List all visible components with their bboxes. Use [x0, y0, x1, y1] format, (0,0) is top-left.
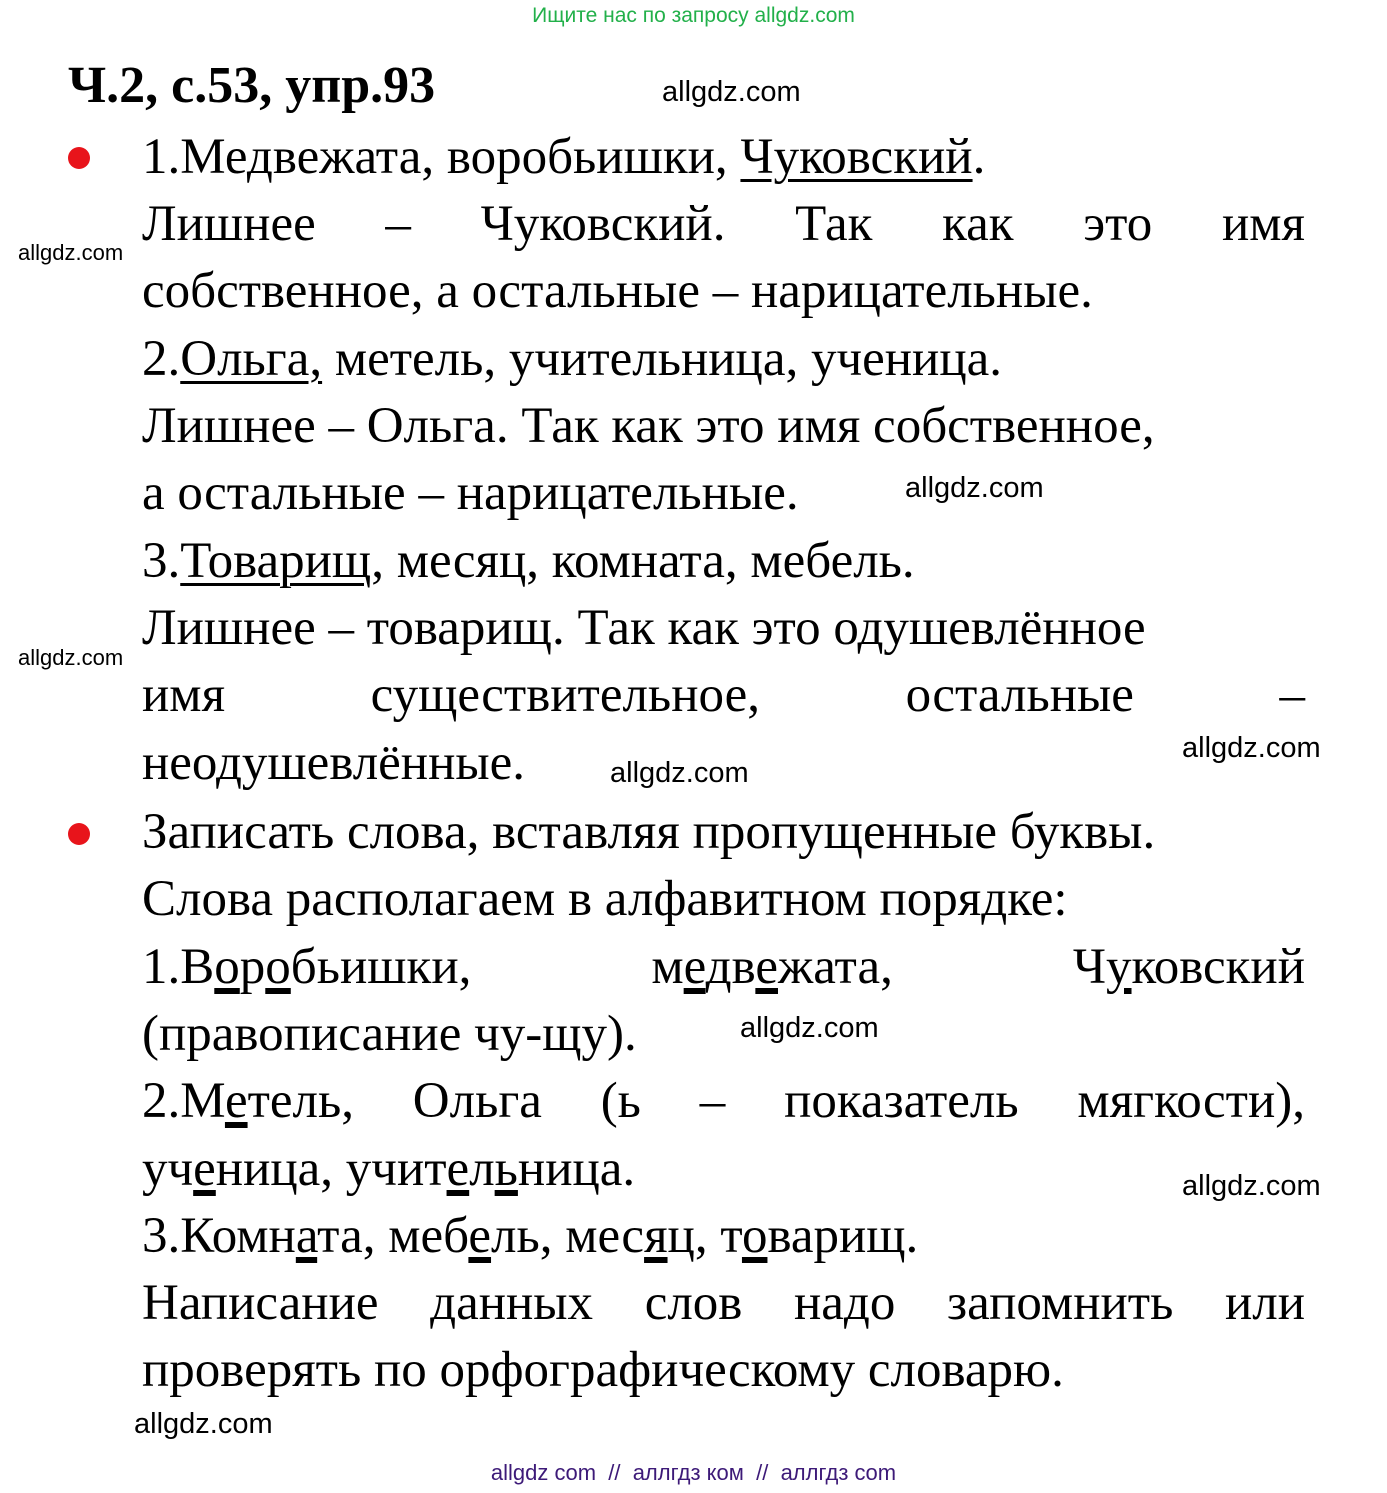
text-line — [142, 665, 1305, 725]
text-segment: варищ. — [767, 1208, 919, 1264]
text-line — [142, 1071, 1305, 1131]
text-segment: тель, Ольга (ь – показатель мягкости), — [247, 1073, 1305, 1129]
search-banner: Ищите нас по запросу allgdz.com — [532, 4, 855, 27]
underlined-text: Ольга, — [180, 331, 323, 387]
text-segment: собственное, а остальные – нарицательные. — [142, 263, 1093, 319]
underlined-text: е — [683, 939, 706, 995]
underlined-text: е — [446, 1141, 470, 1197]
underlined-text: Товарищ — [180, 533, 372, 589]
underlined-text: е — [224, 1073, 248, 1129]
text-segment: Лишнее – Чуковский. Так как это имя — [142, 196, 1305, 252]
text-line — [142, 869, 1068, 929]
text-segment: 1.В — [142, 939, 215, 995]
text-segment: 3. — [142, 533, 181, 589]
text-line — [142, 531, 915, 591]
text-segment: ль, мес — [491, 1208, 645, 1264]
text-line — [142, 396, 1155, 456]
text-segment: Слова располагаем в алфавитном порядке: — [142, 871, 1068, 927]
watermark: allgdz.com — [740, 1012, 879, 1044]
text-segment: 2.М — [142, 1073, 225, 1129]
text-line — [142, 194, 1305, 254]
bullet-icon — [68, 823, 90, 845]
text-line — [142, 261, 1093, 321]
underlined-text: Чуковский — [740, 129, 973, 185]
underlined-text: е — [468, 1208, 492, 1264]
text-segment: ковский — [1131, 939, 1305, 995]
text-line — [142, 1206, 918, 1266]
underlined-text: о — [214, 939, 240, 995]
text-segment: , месяц, комната, мебель. — [371, 533, 915, 589]
footer-links: allgdz com // аллгдз ком // аллгдз com — [490, 1460, 897, 1485]
text-segment: Лишнее – Ольга. Так как это имя собственное, — [142, 398, 1155, 454]
text-segment: . — [972, 129, 986, 185]
watermark: allgdz.com — [905, 472, 1044, 504]
text-segment: ц, т — [667, 1208, 742, 1264]
text-line — [142, 329, 1002, 389]
text-segment: Записать слова, вставляя пропущенные буквы. — [142, 804, 1156, 860]
text-segment: 2. — [142, 331, 181, 387]
text-segment: проверять по орфографическому словарю. — [142, 1342, 1064, 1398]
text-line — [142, 598, 1146, 658]
text-line — [142, 1273, 1305, 1333]
watermark: allgdz.com — [662, 76, 801, 108]
watermark: allgdz.com — [1182, 1170, 1321, 1202]
text-segment: та, меб — [317, 1208, 469, 1264]
text-segment: Написание данных слов надо запомнить или — [142, 1275, 1305, 1331]
text-segment: метель, учительница, ученица. — [322, 331, 1003, 387]
text-segment: (правописание чу-щу). — [142, 1006, 637, 1062]
text-segment: р — [239, 939, 266, 995]
text-line — [142, 127, 985, 187]
text-segment: бьишки, м — [290, 939, 684, 995]
watermark: allgdz.com — [610, 757, 749, 789]
text-segment: уч — [142, 1141, 194, 1197]
underlined-text: о — [265, 939, 291, 995]
underlined-text: е — [755, 939, 778, 995]
text-segment: неодушевлённые. — [142, 735, 526, 791]
underlined-text: о — [741, 1208, 768, 1264]
watermark: allgdz.com — [1182, 732, 1321, 764]
underlined-text: ь — [494, 1141, 518, 1197]
text-segment: имя существительное, остальные – — [142, 667, 1305, 723]
text-segment: л — [469, 1141, 495, 1197]
text-line — [142, 1340, 1064, 1400]
text-line — [142, 463, 799, 523]
text-segment: 3.Комн — [142, 1208, 296, 1264]
underlined-text: я — [644, 1208, 668, 1264]
text-line — [142, 937, 1305, 997]
text-segment: ница, учит — [215, 1141, 447, 1197]
text-segment: жата, Ч — [778, 939, 1107, 995]
text-segment: дв — [705, 939, 756, 995]
underlined-text: а — [295, 1208, 318, 1264]
underlined-text: е — [193, 1141, 216, 1197]
text-segment: 1.Медвежата, воробьишки, — [142, 129, 741, 185]
text-segment: Лишнее – товарищ. Так как это одушевлённое — [142, 600, 1146, 656]
watermark: allgdz.com — [18, 240, 124, 265]
text-segment: ница. — [517, 1141, 636, 1197]
watermark: allgdz.com — [134, 1408, 273, 1440]
text-line — [142, 802, 1155, 862]
bullet-icon — [68, 147, 90, 169]
watermark: allgdz.com — [18, 645, 124, 670]
page-title: Ч.2, с.53, упр.93 — [68, 57, 436, 114]
text-line — [142, 733, 525, 793]
text-line — [142, 1004, 637, 1064]
text-line — [142, 1139, 635, 1199]
text-segment: а остальные – нарицательные. — [142, 465, 799, 521]
underlined-text: у — [1106, 939, 1132, 995]
